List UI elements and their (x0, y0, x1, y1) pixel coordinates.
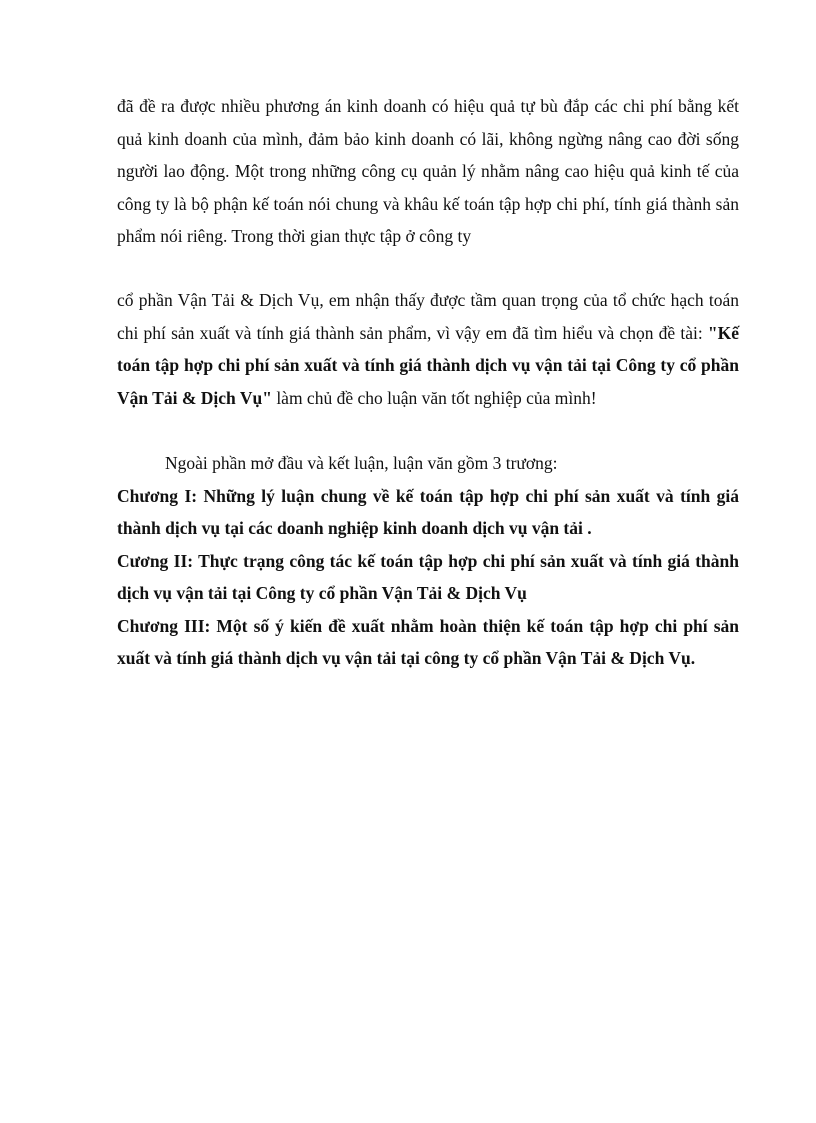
chapters-intro: Ngoài phần mở đầu và kết luận, luận văn gồm 3 trương: (165, 453, 558, 473)
paragraph-2-intro: cổ phần Vận Tải & Dịch Vụ, em nhận thấy được tầm quan trọng của tổ chức hạch toán chi phí sản xuất và tính giá thành sản phẩm, vì vậy em đã tìm hiểu và chọn đề tài: (117, 290, 739, 343)
paragraph-2 (117, 284, 739, 414)
paragraph-2-outro: làm chủ đề cho luận văn tốt nghiệp của mình! (271, 387, 597, 408)
thesis-title: "Kế toán tập hợp chi phí sản xuất và tính giá thành dịch vụ vận tải tại Công ty cổ phần Vận Tải & Dịch Vụ" (117, 322, 739, 408)
chapter-section (117, 447, 739, 675)
chapter-3: Chương III: Một số ý kiến đề xuất nhằm hoàn thiện kế toán tập hợp chi phí sản xuất và tính giá thành dịch vụ vận tải tại công ty cổ phần Vận Tải & Dịch Vụ. (117, 615, 739, 668)
chapter-1: Chương I: Những lý luận chung về kế toán tập hợp chi phí sản xuất và tính giá thành dịch vụ tại các doanh nghiệp kinh doanh dịch vụ vận tải . (117, 485, 739, 538)
paragraph-1: đã đề ra được nhiều phương án kinh doanh có hiệu quả tự bù đắp các chi phí bằng kết quả kinh doanh của mình, đảm bảo kinh doanh có lãi, không ngừng nâng cao đời sống người lao động. Một trong những công cụ quản lý nhằm nâng cao hiệu quả kinh tế của công ty là bộ phận kế toán nói chung và khâu kế toán tập hợp chi phí, tính giá thành sản phẩm nói riêng. Trong thời gian thực tập ở công ty (117, 96, 739, 246)
chapter-2: Cương II: Thực trạng công tác kế toán tập hợp chi phí sản xuất và tính giá thành dịch vụ vận tải tại Công ty cổ phần Vận Tải & Dịch Vụ (117, 550, 739, 603)
